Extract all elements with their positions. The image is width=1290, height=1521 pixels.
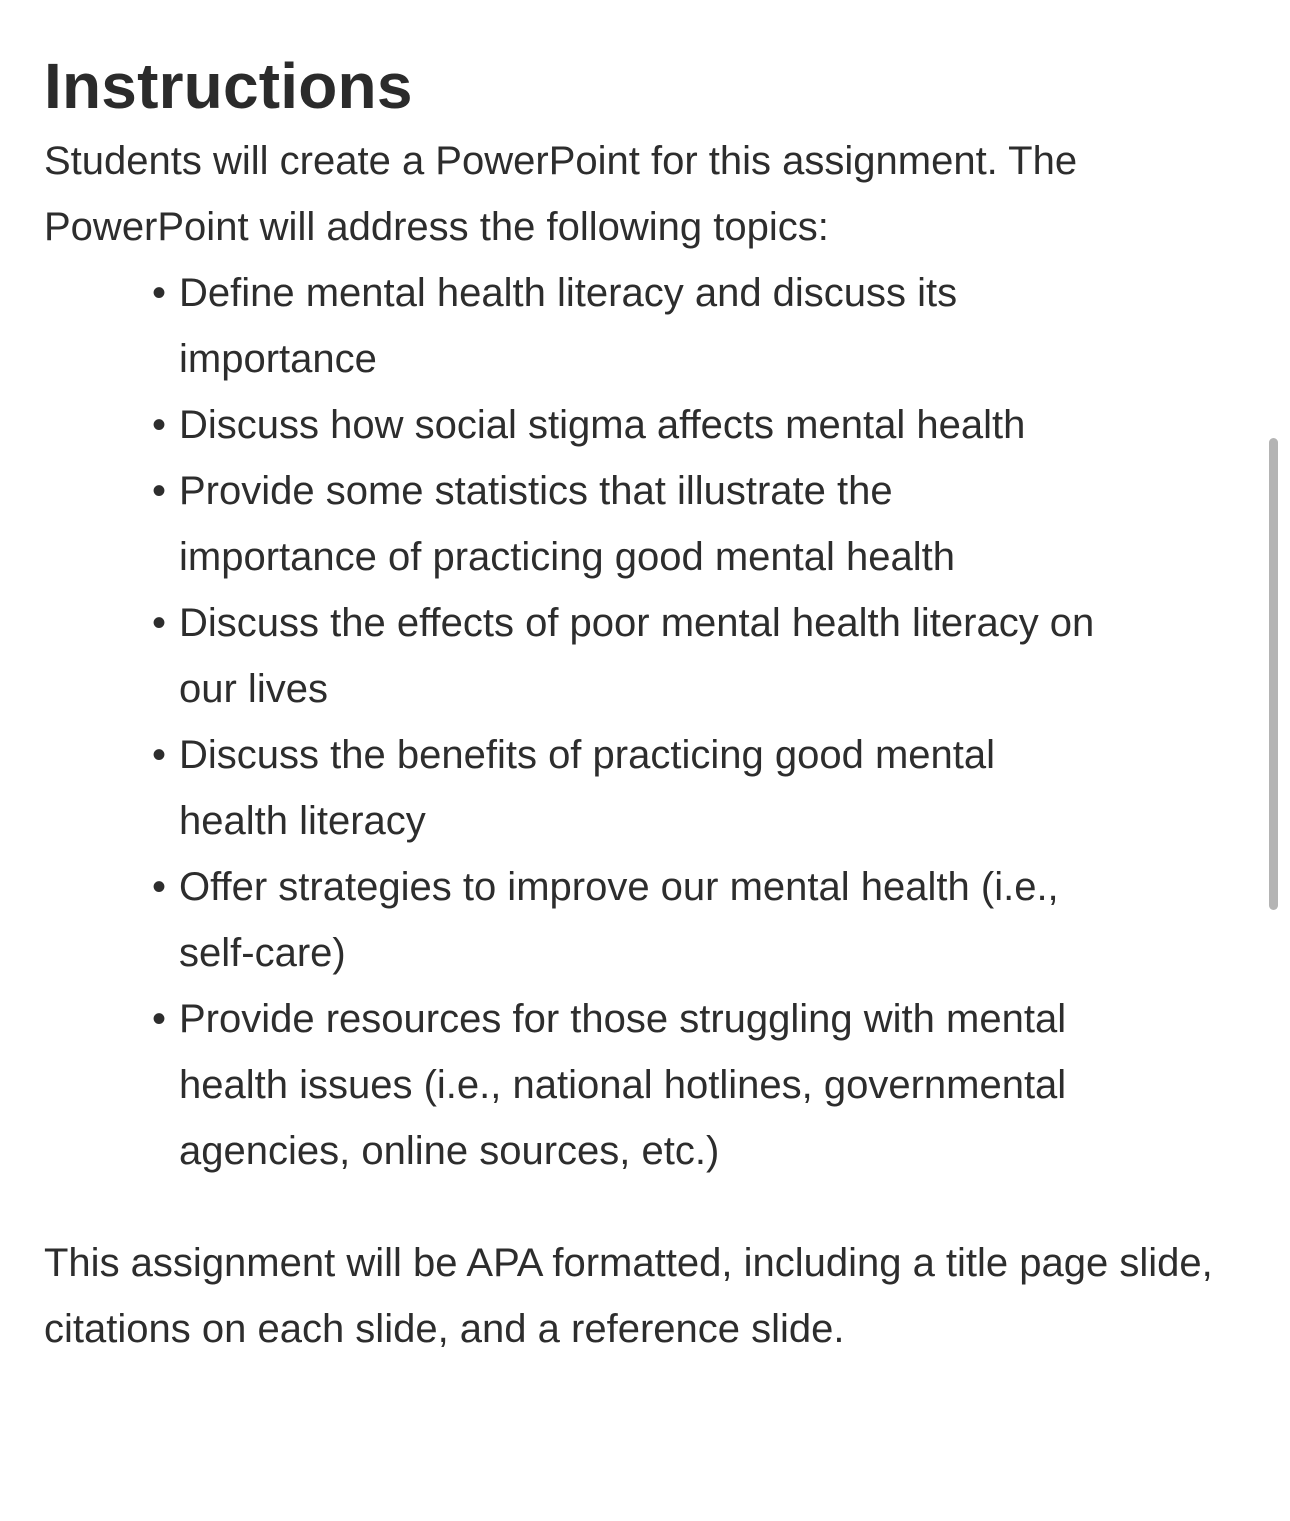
topic-text: Discuss how social stigma affects mental health	[179, 403, 1026, 447]
bullet-icon: •	[152, 865, 167, 909]
bullet-icon: •	[152, 469, 167, 513]
topic-text: Define mental health literacy and discuss its importance	[179, 271, 958, 381]
list-item	[152, 986, 1234, 1184]
intro-paragraph: Students will create a PowerPoint for this assignment. The PowerPoint will address the following topics:	[44, 139, 1078, 249]
bullet-icon: •	[152, 403, 167, 447]
list-item	[152, 854, 1234, 986]
bullet-icon: •	[152, 733, 167, 777]
bullet-icon: •	[152, 601, 167, 645]
list-item	[152, 392, 1234, 458]
page-title: Instructions	[44, 50, 413, 122]
bullet-icon: •	[152, 997, 167, 1041]
list-item	[152, 590, 1234, 722]
vertical-scrollbar[interactable]	[1268, 0, 1280, 1521]
scrollbar-thumb[interactable]	[1269, 438, 1278, 910]
instructions-document	[44, 44, 1234, 1362]
topics-list	[44, 260, 1234, 1184]
list-item	[152, 260, 1234, 392]
topic-text: Provide resources for those struggling with mental health issues (i.e., national hotlines, governmental agencies, online sources, etc.)	[179, 997, 1067, 1173]
list-item	[152, 458, 1234, 590]
topic-text: Discuss the effects of poor mental health literacy on our lives	[179, 601, 1095, 711]
closing-paragraph: This assignment will be APA formatted, including a title page slide, citations on each slide, and a reference slide.	[44, 1241, 1213, 1351]
topic-text: Provide some statistics that illustrate the importance of practicing good mental health	[179, 469, 956, 579]
topic-text: Offer strategies to improve our mental health (i.e., self-care)	[179, 865, 1059, 975]
topic-text: Discuss the benefits of practicing good mental health literacy	[179, 733, 995, 843]
bullet-icon: •	[152, 271, 167, 315]
list-item	[152, 722, 1234, 854]
